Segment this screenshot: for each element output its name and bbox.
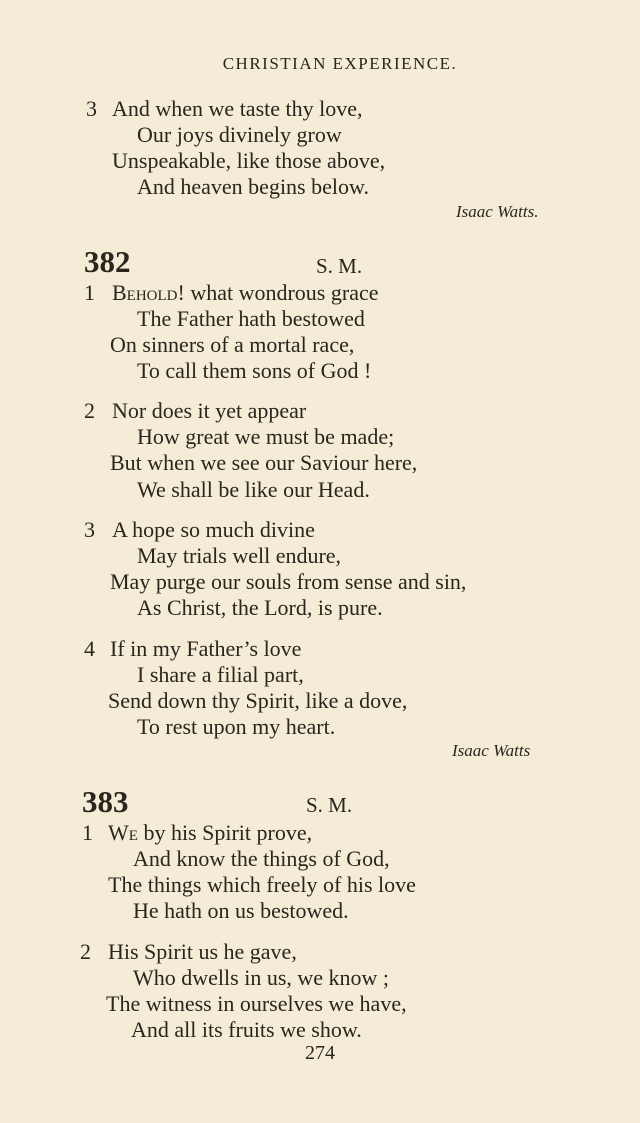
verse-line: The Father hath bestowed: [137, 306, 365, 331]
verse-line: To rest upon my heart.: [137, 714, 336, 739]
running-header: CHRISTIAN EXPERIENCE.: [222, 54, 458, 73]
hymn-number: 382: [84, 244, 131, 279]
verse-line: And know the things of God,: [133, 846, 390, 871]
hymn-number: 383: [82, 784, 129, 819]
verse-line: Who dwells in us, we know ;: [133, 965, 390, 990]
stanza-number: 1: [82, 820, 93, 845]
hymn-meter: S. M.: [306, 793, 353, 817]
first-line-rest: by his Spirit prove,: [137, 820, 313, 845]
verse-line: And heaven begins below.: [137, 174, 369, 199]
verse-line: The things which freely of his love: [108, 872, 416, 897]
stanza-number: 3: [86, 96, 97, 121]
author-attribution: Isaac Watts: [452, 741, 531, 760]
stanza-number: 2: [84, 398, 95, 423]
verse-line: The witness in ourselves we have,: [106, 991, 407, 1016]
verse-line: And when we taste thy love,: [112, 96, 363, 121]
verse-line: We shall be like our Head.: [137, 477, 370, 502]
verse-line: And all its fruits we show.: [131, 1017, 362, 1042]
page-number: 274: [305, 1042, 335, 1064]
verse-line: On sinners of a mortal race,: [110, 332, 355, 357]
verse-line: May trials well endure,: [137, 543, 342, 568]
first-word: We: [108, 820, 138, 845]
stanza-number: 2: [80, 939, 91, 964]
verse-line: A hope so much divine: [112, 517, 315, 542]
verse-line: Our joys divinely grow: [137, 122, 342, 147]
first-word: Behold: [112, 280, 178, 305]
verse-line: I share a filial part,: [137, 662, 304, 687]
verse-line: If in my Father’s love: [110, 636, 302, 661]
verse-line: As Christ, the Lord, is pure.: [137, 595, 383, 620]
verse-line: To call them sons of God !: [137, 358, 372, 383]
stanza-number: 4: [84, 636, 95, 661]
verse-line: [112, 280, 379, 306]
verse-line: [108, 820, 312, 846]
verse-line: Nor does it yet appear: [112, 398, 307, 423]
first-line-rest: ! what wondrous grace: [177, 280, 379, 305]
stanza-number: 3: [84, 517, 95, 542]
verse-line: Send down thy Spirit, like a dove,: [108, 688, 408, 713]
verse-line: How great we must be made;: [137, 424, 395, 449]
verse-line: Unspeakable, like those above,: [112, 148, 386, 173]
verse-line: He hath on us bestowed.: [133, 898, 349, 923]
verse-line: But when we see our Saviour here,: [110, 450, 418, 475]
verse-line: His Spirit us he gave,: [108, 939, 297, 964]
hymn-meter: S. M.: [316, 254, 363, 278]
stanza-number: 1: [84, 280, 95, 305]
verse-line: May purge our souls from sense and sin,: [110, 569, 467, 594]
author-attribution: Isaac Watts.: [456, 202, 539, 221]
